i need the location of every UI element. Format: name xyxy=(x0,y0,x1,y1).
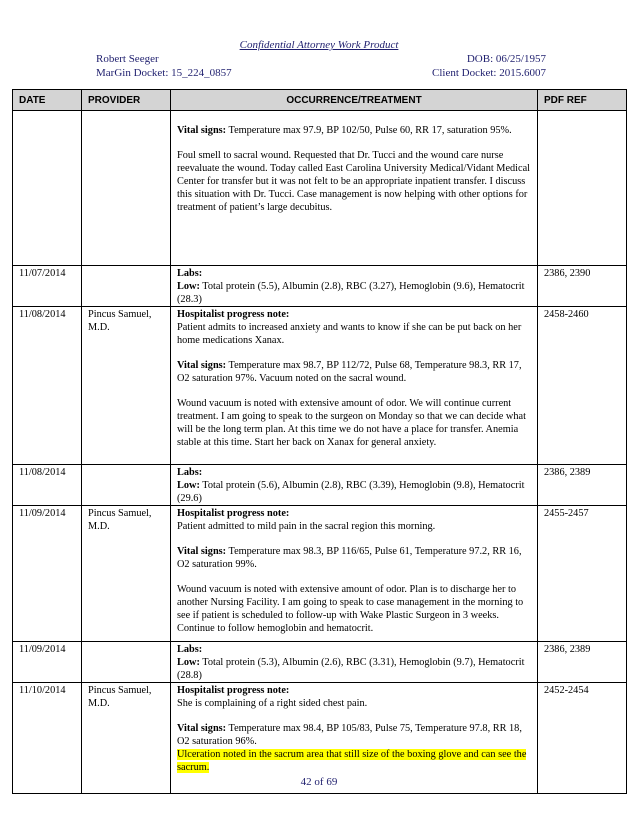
cell-pdf-ref xyxy=(538,111,627,266)
cell-occurrence xyxy=(171,465,538,506)
labs-heading: Labs: xyxy=(177,467,203,478)
vital-signs-text xyxy=(177,359,531,385)
cell-pdf-ref: 2458-2460 xyxy=(538,307,627,465)
low-label: Low: xyxy=(177,480,200,491)
column-header-provider: PROVIDER xyxy=(82,90,171,111)
low-values: Total protein (5.3), Albumin (2.6), RBC (3.31), Hemoglobin (9.7), Hematocrit (28.8) xyxy=(177,657,525,681)
spacer xyxy=(177,533,531,545)
header-row-1 xyxy=(96,53,546,65)
cell-provider: Pincus Samuel, M.D. xyxy=(82,506,171,642)
labs-low-values xyxy=(177,280,531,306)
low-label: Low: xyxy=(177,657,200,668)
cell-date: 11/09/2014 xyxy=(13,642,82,683)
medical-chronology-table xyxy=(12,89,627,794)
cell-provider xyxy=(82,642,171,683)
cell-provider xyxy=(82,465,171,506)
column-header-date: DATE xyxy=(13,90,82,111)
cell-pdf-ref: 2386, 2389 xyxy=(538,465,627,506)
cell-pdf-ref: 2455-2457 xyxy=(538,506,627,642)
vital-signs-values: Temperature max 98.7, BP 112/72, Pulse 68, Temperature 98.3, RR 17, O2 saturation 97%. Vacuum noted on the sacral wound. xyxy=(177,360,522,384)
cell-provider: Pincus Samuel, M.D. xyxy=(82,683,171,794)
spacer xyxy=(177,112,531,124)
table-row xyxy=(13,266,627,307)
page-number: 42 of 69 xyxy=(300,776,338,788)
margin-docket: MarGin Docket: 15_224_0857 xyxy=(96,67,232,79)
table-row xyxy=(13,307,627,465)
low-values: Total protein (5.6), Albumin (2.8), RBC (3.39), Hemoglobin (9.8), Hematocrit (29.6) xyxy=(177,480,525,504)
document-confidentiality-title: Confidential Attorney Work Product xyxy=(239,39,399,51)
cell-occurrence xyxy=(171,506,538,642)
cell-occurrence xyxy=(171,642,538,683)
note-paragraph: She is complaining of a right sided chest pain. xyxy=(177,698,368,709)
table-row xyxy=(13,465,627,506)
cell-date: 11/10/2014 xyxy=(13,683,82,794)
labs-heading: Labs: xyxy=(177,268,203,279)
highlighted-text: Ulceration noted in the sacrum area that still size of the boxing glove and can see the sacrum. xyxy=(177,749,527,773)
vital-signs-label: Vital signs: xyxy=(177,125,227,136)
vital-signs-label: Vital signs: xyxy=(177,360,227,371)
cell-date: 11/07/2014 xyxy=(13,266,82,307)
labs-low-values xyxy=(177,479,531,505)
column-header-occurrence: OCCURRENCE/TREATMENT xyxy=(171,90,538,111)
note-paragraph: Foul smell to sacral wound. Requested that Dr. Tucci and the wound care nurse reevaluate the wound. Today called East Carolina University Medical/Vidant Medical Center for transfer but it was not felt to be an appropriate inpatient transfer. I discuss this situation with Dr. Tucci. Case management is now helping with other options for treatment of patient’s large decubitus. xyxy=(177,150,531,213)
vital-signs-values: Temperature max 97.9, BP 102/50, Pulse 60, RR 17, saturation 95%. xyxy=(228,125,512,136)
low-values: Total protein (5.5), Albumin (2.8), RBC (3.27), Hemoglobin (9.6), Hematocrit (28.3) xyxy=(177,281,525,305)
spacer xyxy=(177,347,531,359)
patient-dob: DOB: 06/25/1957 xyxy=(466,53,546,65)
cell-occurrence xyxy=(171,266,538,307)
column-header-pdf-ref: PDF REF xyxy=(538,90,627,111)
cell-date: 11/08/2014 xyxy=(13,307,82,465)
patient-name: Robert Seeger xyxy=(96,53,159,65)
table-row xyxy=(13,111,627,266)
client-docket: Client Docket: 2015.6007 xyxy=(432,67,546,79)
note-paragraph: Patient admitted to mild pain in the sacral region this morning. xyxy=(177,521,436,532)
low-label: Low: xyxy=(177,281,200,292)
table-row xyxy=(13,642,627,683)
note-paragraph: Wound vacuum is noted with extensive amount of odor. We will continue current treatment. I am going to speak to the surgeon on Monday so that we can decide what will be the long term plan. At this time we do not have a place for transfer. Anemia stable at this time. Start her back on Xanax for general anxiety. xyxy=(177,398,526,448)
vital-signs-text xyxy=(177,545,531,571)
cell-provider xyxy=(82,266,171,307)
vital-signs-label: Vital signs: xyxy=(177,546,227,557)
cell-provider xyxy=(82,111,171,266)
vital-signs-text xyxy=(177,124,531,137)
vital-signs-text xyxy=(177,722,531,748)
spacer xyxy=(177,710,531,722)
note-paragraph: Wound vacuum is noted with extensive amount of odor. Plan is to discharge her to another Nursing Facility. I am going to speak to case management in the morning to see if patient is scheduled to follow-up with Wake Plastic Surgeon in 3 weeks. Continue to follow hemoglobin and hematocrit. xyxy=(177,584,524,634)
vital-signs-values: Temperature max 98.3, BP 116/65, Pulse 61, Temperature 97.2, RR 16, O2 saturation 99%. xyxy=(177,546,522,570)
progress-note-heading: Hospitalist progress note: xyxy=(177,309,290,320)
note-paragraph: Patient admits to increased anxiety and wants to know if she can be put back on her home medications Xanax. xyxy=(177,322,522,346)
table-row xyxy=(13,506,627,642)
cell-pdf-ref: 2386, 2389 xyxy=(538,642,627,683)
cell-occurrence xyxy=(171,111,538,266)
cell-provider: Pincus Samuel, M.D. xyxy=(82,307,171,465)
spacer xyxy=(177,385,531,397)
cell-occurrence xyxy=(171,307,538,465)
cell-pdf-ref: 2452-2454 xyxy=(538,683,627,794)
spacer xyxy=(177,137,531,149)
cell-pdf-ref: 2386, 2390 xyxy=(538,266,627,307)
cell-date: 11/08/2014 xyxy=(13,465,82,506)
progress-note-heading: Hospitalist progress note: xyxy=(177,508,290,519)
vital-signs-values: Temperature max 98.4, BP 105/83, Pulse 75, Temperature 97.8, RR 18, O2 saturation 96%. xyxy=(177,723,522,747)
progress-note-heading: Hospitalist progress note: xyxy=(177,685,290,696)
cell-date: 11/09/2014 xyxy=(13,506,82,642)
highlighted-note xyxy=(177,748,531,774)
labs-heading: Labs: xyxy=(177,644,203,655)
cell-date xyxy=(13,111,82,266)
spacer xyxy=(177,571,531,583)
header-row-2 xyxy=(96,67,546,79)
labs-low-values xyxy=(177,656,531,682)
vital-signs-label: Vital signs: xyxy=(177,723,227,734)
table-header-row xyxy=(13,90,627,111)
